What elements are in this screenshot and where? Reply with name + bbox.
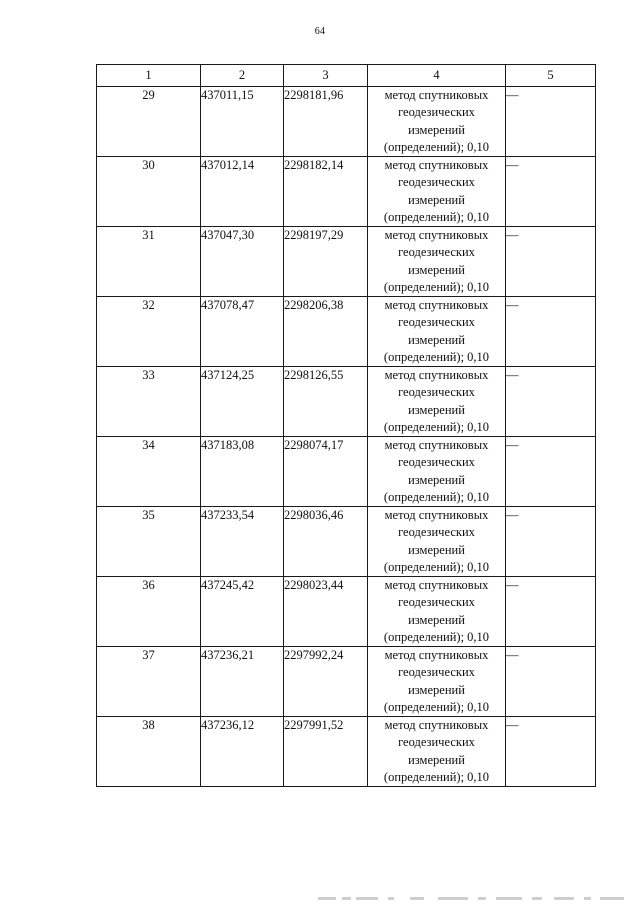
- method-line: (определений); 0,10: [383, 349, 490, 364]
- method-line: метод спутниковых: [384, 228, 489, 242]
- y-coordinate-cell: 2298023,44: [284, 577, 368, 647]
- method-cell: [368, 157, 506, 227]
- method-cell: [368, 577, 506, 647]
- method-line: (определений); 0,10: [383, 279, 490, 294]
- method-line: метод спутниковых: [384, 368, 489, 382]
- method-line: метод спутниковых: [384, 648, 489, 662]
- note-dash: —: [506, 88, 519, 102]
- x-coordinate-cell: 437011,15: [201, 87, 284, 157]
- method-line: геодезических: [398, 385, 475, 400]
- x-coordinate-cell: 437183,08: [201, 437, 284, 507]
- x-coordinate-cell: 437236,21: [201, 647, 284, 717]
- x-coordinate-cell: 437078,47: [201, 297, 284, 367]
- x-coordinate-cell: 437236,12: [201, 717, 284, 787]
- method-line: измерений: [408, 122, 465, 137]
- header-col-2: 2: [201, 65, 284, 87]
- x-coordinate-cell: 437047,30: [201, 227, 284, 297]
- note-dash: —: [506, 648, 519, 662]
- scan-footer-smudge: [318, 896, 630, 901]
- y-coordinate-cell: 2298182,14: [284, 157, 368, 227]
- method-cell: [368, 647, 506, 717]
- method-line: геодезических: [398, 245, 475, 260]
- y-coordinate-cell: 2298206,38: [284, 297, 368, 367]
- method-line: (определений); 0,10: [383, 629, 490, 644]
- point-number-cell: 35: [97, 507, 201, 577]
- note-cell: [506, 367, 596, 437]
- method-line: (определений); 0,10: [383, 139, 490, 154]
- method-line: измерений: [408, 262, 465, 277]
- note-cell: [506, 507, 596, 577]
- table-row: [97, 437, 596, 507]
- method-line: геодезических: [398, 595, 475, 610]
- method-cell: [368, 367, 506, 437]
- y-coordinate-cell: 2298074,17: [284, 437, 368, 507]
- table-row: [97, 367, 596, 437]
- method-line: (определений); 0,10: [383, 209, 490, 224]
- point-number-cell: 38: [97, 717, 201, 787]
- note-dash: —: [506, 508, 519, 522]
- table-header: [97, 65, 596, 87]
- x-coordinate-cell: 437233,54: [201, 507, 284, 577]
- note-cell: [506, 157, 596, 227]
- point-number-cell: 34: [97, 437, 201, 507]
- table-row: [97, 647, 596, 717]
- method-cell: [368, 437, 506, 507]
- method-line: (определений); 0,10: [383, 699, 490, 714]
- table-row: [97, 297, 596, 367]
- note-dash: —: [506, 228, 519, 242]
- table-row: [97, 717, 596, 787]
- method-line: (определений); 0,10: [383, 769, 490, 784]
- table-body: [97, 87, 596, 787]
- method-line: (определений); 0,10: [383, 559, 490, 574]
- method-line: метод спутниковых: [384, 508, 489, 522]
- method-line: измерений: [408, 332, 465, 347]
- header-col-1: 1: [97, 65, 201, 87]
- point-number-cell: 33: [97, 367, 201, 437]
- y-coordinate-cell: 2298036,46: [284, 507, 368, 577]
- method-line: геодезических: [398, 665, 475, 680]
- method-line: метод спутниковых: [384, 298, 489, 312]
- method-line: метод спутниковых: [384, 158, 489, 172]
- method-line: геодезических: [398, 455, 475, 470]
- note-cell: [506, 87, 596, 157]
- x-coordinate-cell: 437124,25: [201, 367, 284, 437]
- table-row: [97, 577, 596, 647]
- point-number-cell: 29: [97, 87, 201, 157]
- note-dash: —: [506, 298, 519, 312]
- method-line: измерений: [408, 192, 465, 207]
- note-dash: —: [506, 438, 519, 452]
- method-cell: [368, 297, 506, 367]
- method-line: геодезических: [398, 525, 475, 540]
- point-number-cell: 32: [97, 297, 201, 367]
- method-line: измерений: [408, 752, 465, 767]
- header-col-4: 4: [368, 65, 506, 87]
- method-line: (определений); 0,10: [383, 419, 490, 434]
- note-dash: —: [506, 158, 519, 172]
- y-coordinate-cell: 2297991,52: [284, 717, 368, 787]
- method-cell: [368, 507, 506, 577]
- method-line: измерений: [408, 682, 465, 697]
- method-line: геодезических: [398, 735, 475, 750]
- note-dash: —: [506, 578, 519, 592]
- method-line: измерений: [408, 402, 465, 417]
- method-line: метод спутниковых: [384, 578, 489, 592]
- table-row: [97, 227, 596, 297]
- note-dash: —: [506, 718, 519, 732]
- header-col-3: 3: [284, 65, 368, 87]
- method-line: метод спутниковых: [384, 718, 489, 732]
- method-line: геодезических: [398, 175, 475, 190]
- method-line: метод спутниковых: [384, 438, 489, 452]
- y-coordinate-cell: 2298126,55: [284, 367, 368, 437]
- table-row: [97, 507, 596, 577]
- method-line: измерений: [408, 612, 465, 627]
- note-cell: [506, 717, 596, 787]
- point-number-cell: 37: [97, 647, 201, 717]
- note-dash: —: [506, 368, 519, 382]
- y-coordinate-cell: 2298197,29: [284, 227, 368, 297]
- header-row: [97, 65, 596, 87]
- method-line: геодезических: [398, 105, 475, 120]
- point-number-cell: 30: [97, 157, 201, 227]
- method-line: геодезических: [398, 315, 475, 330]
- method-cell: [368, 87, 506, 157]
- y-coordinate-cell: 2297992,24: [284, 647, 368, 717]
- header-col-5: 5: [506, 65, 596, 87]
- note-cell: [506, 297, 596, 367]
- method-cell: [368, 717, 506, 787]
- point-number-cell: 31: [97, 227, 201, 297]
- method-line: (определений); 0,10: [383, 489, 490, 504]
- y-coordinate-cell: 2298181,96: [284, 87, 368, 157]
- method-line: измерений: [408, 542, 465, 557]
- coordinates-table: [96, 64, 596, 787]
- point-number-cell: 36: [97, 577, 201, 647]
- x-coordinate-cell: 437012,14: [201, 157, 284, 227]
- table-row: [97, 157, 596, 227]
- method-line: метод спутниковых: [384, 88, 489, 102]
- table-row: [97, 87, 596, 157]
- note-cell: [506, 437, 596, 507]
- x-coordinate-cell: 437245,42: [201, 577, 284, 647]
- note-cell: [506, 647, 596, 717]
- note-cell: [506, 577, 596, 647]
- method-line: измерений: [408, 472, 465, 487]
- note-cell: [506, 227, 596, 297]
- page-number: 64: [314, 26, 326, 37]
- method-cell: [368, 227, 506, 297]
